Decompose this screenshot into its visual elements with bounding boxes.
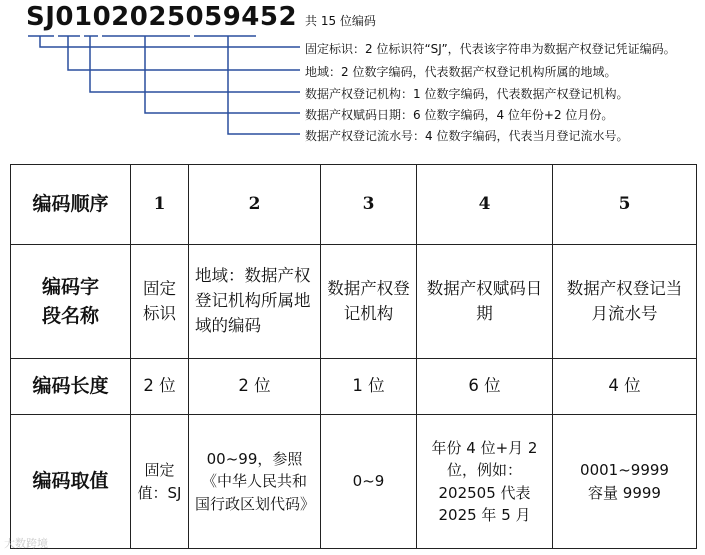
length-cell: 4 位	[553, 359, 697, 415]
watermark: 大数跨境	[4, 537, 48, 550]
order-cell: 4	[417, 165, 553, 245]
desc-registry: 数据产权登记机构：1 位数字编码，代表数据产权登记机构。	[305, 87, 629, 101]
desc-fixed-identifier: 固定标识：2 位标识符“SJ”，代表该字符串为数据产权登记凭证编码。	[305, 42, 676, 56]
row-value	[11, 415, 697, 549]
order-cell: 1	[131, 165, 189, 245]
registration-code-sample: SJ0102025059452	[26, 2, 298, 32]
length-cell: 2 位	[131, 359, 189, 415]
length-cell: 2 位	[189, 359, 321, 415]
row-header-value: 编码取值	[11, 415, 131, 549]
row-length	[11, 359, 697, 415]
value-cell: 固定值：SJ	[131, 415, 189, 549]
row-field-name	[11, 245, 697, 359]
length-cell: 1 位	[321, 359, 417, 415]
value-cell: 年份 4 位+月 2 位，例如：202505 代表 2025 年 5 月	[417, 415, 553, 549]
row-header-length: 编码长度	[11, 359, 131, 415]
value-cell: 00~99，参照《中华人民共和国行政区划代码》	[189, 415, 321, 549]
order-cell: 2	[189, 165, 321, 245]
desc-date: 数据产权赋码日期：6 位数字编码，4 位年份+2 位月份。	[305, 108, 614, 122]
field-name-cell: 固定标识	[131, 245, 189, 359]
desc-serial: 数据产权登记流水号：4 位数字编码，代表当月登记流水号。	[305, 129, 629, 143]
row-order	[11, 165, 697, 245]
field-name-cell: 数据产权登记机构	[321, 245, 417, 359]
order-cell: 3	[321, 165, 417, 245]
desc-region: 地域：2 位数字编码，代表数据产权登记机构所属的地域。	[305, 65, 617, 79]
value-cell: 0~9	[321, 415, 417, 549]
length-cell: 6 位	[417, 359, 553, 415]
code-structure-table	[10, 164, 697, 549]
field-name-cell: 数据产权赋码日期	[417, 245, 553, 359]
row-header-field-name: 编码字段名称	[11, 245, 131, 359]
row-header-order: 编码顺序	[11, 165, 131, 245]
field-name-cell: 地域：数据产权登记机构所属地域的编码	[189, 245, 321, 359]
value-cell: 0001~9999 容量 9999	[553, 415, 697, 549]
field-name-cell: 数据产权登记当月流水号	[553, 245, 697, 359]
order-cell: 5	[553, 165, 697, 245]
total-digits-label: 共 15 位编码	[305, 14, 376, 28]
